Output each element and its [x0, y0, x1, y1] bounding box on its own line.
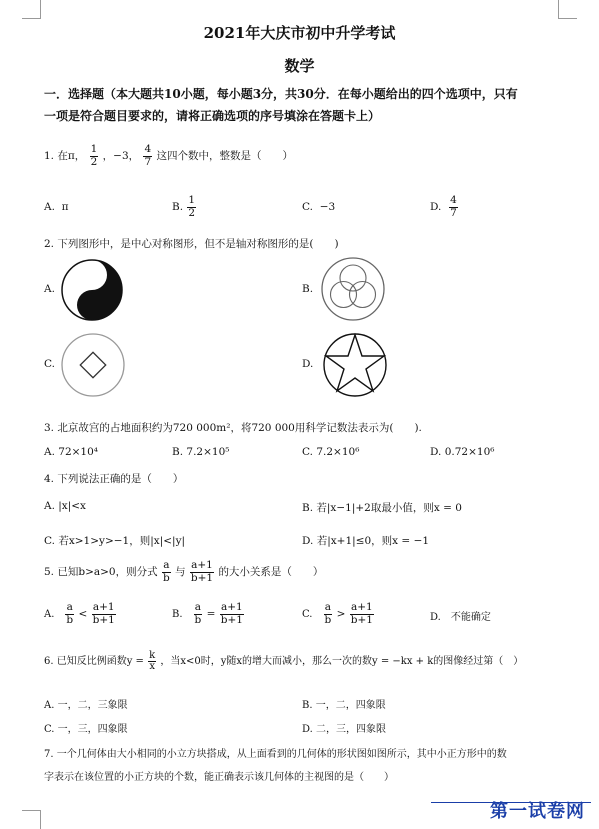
- q5-fraction-2: [190, 560, 214, 583]
- frac-den: b+1: [220, 613, 243, 626]
- option-label: C.: [302, 609, 313, 620]
- option-label: B.: [172, 609, 183, 620]
- corner-mark-top-left: [22, 0, 41, 19]
- question-6: [44, 646, 523, 678]
- frac-right: [350, 602, 374, 625]
- frac-left: [194, 602, 203, 625]
- q1-fraction-1: [90, 144, 99, 167]
- frac-num: a: [66, 601, 73, 614]
- coin-diamond-figure: [60, 332, 126, 398]
- subject-title: 数学: [284, 57, 315, 75]
- frac-num: a: [194, 601, 202, 614]
- q2-option-c-label[interactable]: C.: [44, 358, 55, 370]
- frac-right: [220, 602, 244, 625]
- option-label: C.: [302, 201, 313, 213]
- compare-op: =: [206, 608, 216, 620]
- q1-b-fraction: [187, 195, 196, 218]
- question-5: [44, 556, 323, 588]
- frac-den: b+1: [350, 613, 373, 626]
- q6-option-a[interactable]: A. 一，二，三象限: [44, 700, 128, 711]
- watermark-logo: 第一试卷网: [490, 801, 585, 822]
- star-in-circle-figure: [322, 332, 388, 398]
- q4-option-d[interactable]: D. 若|x+1|≤0，则x = −1: [302, 535, 430, 547]
- section-heading-line1: 一．选择题（本大题共10小题，每小题3分，共30分．在每小题给出的四个选项中，只有: [44, 87, 518, 101]
- q1-f2-num: 4: [144, 143, 152, 156]
- corner-mark-bottom-left: [22, 810, 41, 829]
- frac-num: 1: [188, 194, 196, 207]
- yin-yang-figure: [60, 258, 124, 322]
- q6-fraction: [148, 651, 156, 673]
- q1-suffix: 这四个数中，整数是（ ）: [156, 150, 293, 162]
- q3-option-a[interactable]: A. 72×10⁴: [44, 446, 98, 458]
- frac-num: a+1: [92, 601, 115, 614]
- q1-fraction-2: [143, 144, 152, 167]
- q2-option-b-label[interactable]: B.: [302, 283, 314, 295]
- frac-den: b+1: [92, 613, 115, 626]
- section-heading-line2: 一项是符合题目要求的，请将正确选项的序号填涂在答题卡上）: [44, 109, 381, 123]
- frac-den: 7: [450, 206, 457, 219]
- option-label: A.: [44, 201, 55, 213]
- frac-num: a+1: [221, 601, 243, 614]
- q4-option-b[interactable]: B. 若|x−1|+2取最小值，则x = 0: [302, 502, 462, 514]
- q5-fraction-1: [162, 560, 171, 583]
- question-7-line2: 字表示在该位置的小正方块的个数，能正确表示该几何体的主视图的是（ ）: [44, 772, 394, 783]
- q1-option-a[interactable]: [44, 194, 69, 220]
- exam-title: 2021年大庆市初中升学考试: [203, 24, 396, 42]
- q6-option-b[interactable]: B. 一，二，四象限: [302, 700, 386, 711]
- question-3: 3. 北京故宫的占地面积约为720 000m²，将720 000用科学记数法表示为( ).: [44, 422, 422, 434]
- option-text: π: [61, 201, 69, 213]
- q6-prefix: 6. 已知反比例函数y =: [44, 656, 144, 667]
- q3-option-d[interactable]: D. 0.72×10⁶: [430, 446, 495, 458]
- q5-mid: 与: [175, 566, 186, 578]
- q4-option-a[interactable]: A. |x|<x: [44, 500, 86, 512]
- q1-option-c[interactable]: [302, 194, 335, 220]
- option-label: A.: [44, 609, 55, 620]
- option-label: B.: [172, 201, 184, 213]
- q6-suffix: ，当x<0时，y随x的增大而减小，那么一次的数y = −kx + k的图像经过第（ ）: [160, 656, 524, 667]
- q1-d-fraction: [449, 195, 458, 218]
- corner-mark-top-right: [558, 0, 577, 19]
- q1-prefix: 1. 在π，: [44, 150, 86, 162]
- trefoil-circles-figure: [320, 256, 386, 322]
- frac-num: a+1: [191, 559, 213, 572]
- q4-option-c[interactable]: C. 若x>1>y>−1，则|x|<|y|: [44, 535, 186, 547]
- q1-mid: ，−3，: [102, 150, 140, 162]
- q2-option-d-label[interactable]: D.: [302, 358, 314, 370]
- compare-op: >: [336, 608, 346, 620]
- frac-den: b+1: [190, 571, 214, 584]
- frac-left: [324, 602, 333, 625]
- q1-option-d[interactable]: [430, 190, 459, 224]
- frac-num: a: [324, 601, 331, 614]
- q5-option-c[interactable]: [302, 597, 375, 632]
- frac-right: [92, 602, 116, 625]
- q5-option-d[interactable]: D. 不能确定: [430, 612, 491, 623]
- frac-den: b: [162, 571, 170, 584]
- q1-f2-den: 7: [144, 155, 152, 168]
- option-text: −3: [319, 201, 336, 213]
- question-1: [44, 140, 293, 172]
- frac-left: [65, 602, 74, 625]
- question-4: 4. 下列说法正确的是（ ）: [44, 473, 184, 485]
- question-2: 2. 下列图形中，是中心对称图形，但不是轴对称图形的是( ): [44, 238, 339, 250]
- compare-op: <: [78, 608, 88, 620]
- frac-num: k: [149, 649, 156, 661]
- frac-den: b: [194, 613, 202, 626]
- q3-option-b[interactable]: B. 7.2×10⁵: [172, 446, 230, 458]
- q6-option-d[interactable]: D. 二，三，四象限: [302, 724, 387, 735]
- q2-option-a-label[interactable]: A.: [44, 283, 55, 295]
- q5-option-a[interactable]: [44, 597, 117, 632]
- option-label: D.: [430, 201, 442, 213]
- q1-option-b[interactable]: [172, 190, 197, 224]
- q5-option-b[interactable]: [172, 597, 245, 632]
- q1-f1-den: 2: [90, 155, 98, 168]
- q5-suffix: 的大小关系是（ ）: [218, 566, 324, 578]
- q6-option-c[interactable]: C. 一，三，四象限: [44, 724, 128, 735]
- q5-prefix: 5. 已知b>a>0，则分式: [44, 566, 158, 578]
- frac-den: 2: [188, 206, 196, 219]
- q1-f1-num: 1: [90, 143, 98, 156]
- frac-den: b: [324, 613, 332, 626]
- question-7-line1: 7. 一个几何体由大小相同的小立方块搭成，从上面看到的几何体的形状图如图所示，其中小正方形中的数: [44, 749, 507, 760]
- q3-option-c[interactable]: C. 7.2×10⁶: [302, 446, 360, 458]
- frac-num: a: [163, 559, 170, 572]
- frac-num: a+1: [350, 601, 373, 614]
- frac-den: b: [66, 613, 74, 626]
- frac-den: x: [149, 661, 155, 672]
- frac-num: 4: [450, 194, 457, 207]
